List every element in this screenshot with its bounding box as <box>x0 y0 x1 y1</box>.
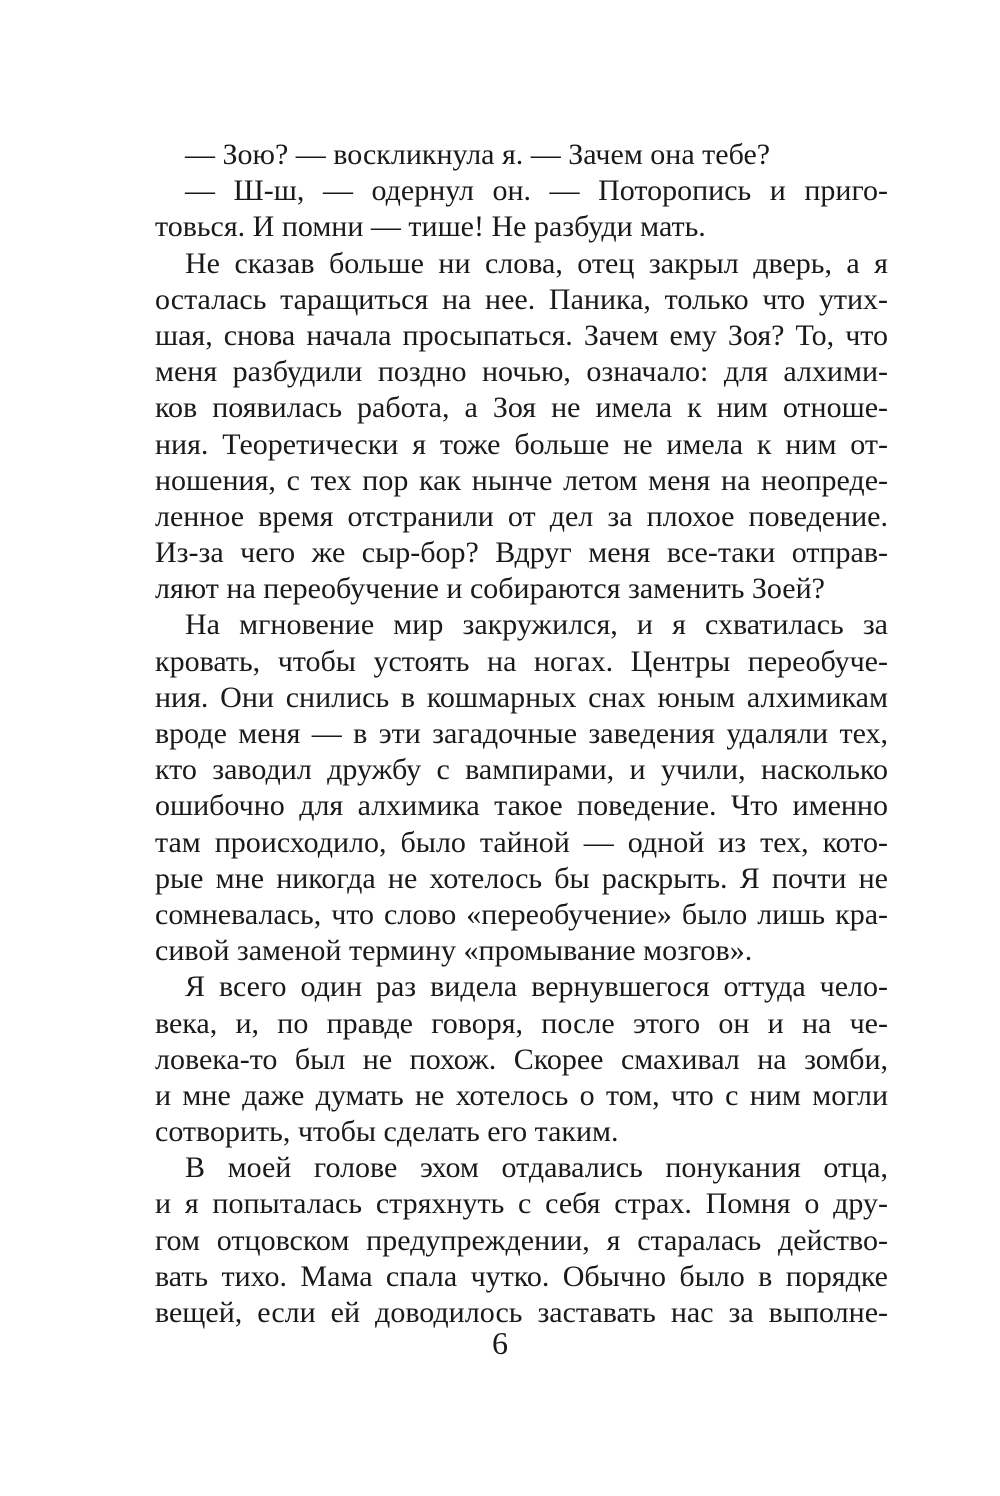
text-line: сомневалась, что слово «переобучение» было лишь кра- <box>155 897 888 931</box>
text-line: сотворить, чтобы сделать его таким. <box>155 1115 619 1149</box>
text-line: и я попыталась стряхнуть с себя страх. Помня о дру- <box>155 1187 888 1221</box>
text-line: ния. Они снились в кошмарных снах юным алхимикам <box>155 680 888 714</box>
text-line: Я всего один раз видела вернувшегося оттуда чело- <box>185 970 888 1004</box>
text-line: Из-за чего же сыр-бор? Вдруг меня все-таки отправ- <box>155 536 888 570</box>
text-line: Не сказав больше ни слова, отец закрыл дверь, а я <box>185 246 888 280</box>
text-line: рые мне никогда не хотелось бы раскрыть. Я почти не <box>155 861 888 895</box>
text-line: ния. Теоретически я тоже больше не имела к ним от- <box>155 427 888 461</box>
paragraph <box>155 137 888 173</box>
text-line: вать тихо. Мама спала чутко. Обычно было в порядке <box>155 1259 888 1293</box>
text-line: вещей, если ей доводилось заставать нас за выполне- <box>155 1296 888 1329</box>
text-line: ошибочно для алхимика такое поведение. Что именно <box>155 789 888 823</box>
text-line: осталась таращиться на нее. Паника, только что утих- <box>155 282 888 316</box>
paragraph <box>155 969 888 1150</box>
text-line: кто заводил дружбу с вампирами, и учили, насколько <box>155 753 888 787</box>
text-line: В моей голове эхом отдавались понукания отца, <box>185 1151 888 1185</box>
text-line: века, и, по правде говоря, после этого он и на че- <box>155 1006 888 1040</box>
text-line: сивой заменой термину «промывание мозгов». <box>155 934 753 968</box>
text-line: ловека-то был не похож. Скорее смахивал на зомби, <box>155 1042 888 1076</box>
text-line: На мгновение мир закружился, и я схватилась за <box>185 608 888 642</box>
text-line: — Зою? — воскликнула я. — Зачем она тебе? <box>185 138 771 171</box>
text-line: — Ш-ш, — одернул он. — Поторопись и приго- <box>185 174 888 208</box>
text-line: и мне даже думать не хотелось о том, что с ним могли <box>155 1078 888 1112</box>
text-line: ношения, с тех пор как нынче летом меня на неопреде- <box>155 463 888 497</box>
paragraph <box>155 607 888 969</box>
text-line: гом отцовском предупреждении, я старалась действо- <box>155 1223 888 1257</box>
page-number: 6 <box>492 1325 508 1361</box>
text-line: ков появилась работа, а Зоя не имела к ним отноше- <box>155 391 888 425</box>
paragraph <box>155 173 888 245</box>
text-line: ляют на переобучение и собираются заменить Зоей? <box>155 572 825 606</box>
text-line: товься. И помни — тише! Не разбуди мать. <box>155 210 706 244</box>
body-text <box>155 137 888 1331</box>
text-line: кровать, чтобы устоять на ногах. Центры переобуче- <box>155 644 888 678</box>
paragraph <box>155 1150 888 1331</box>
text-line: шая, снова начала просыпаться. Зачем ему Зоя? То, что <box>155 318 888 352</box>
text-line: меня разбудили поздно ночью, означало: для алхими- <box>155 355 888 389</box>
paragraph <box>155 246 888 608</box>
text-line: вроде меня — в эти загадочные заведения удаляли тех, <box>155 717 888 750</box>
text-line: ленное время отстранили от дел за плохое поведение. <box>155 499 888 533</box>
text-line: там происходило, было тайной — одной из тех, кото- <box>155 825 888 859</box>
